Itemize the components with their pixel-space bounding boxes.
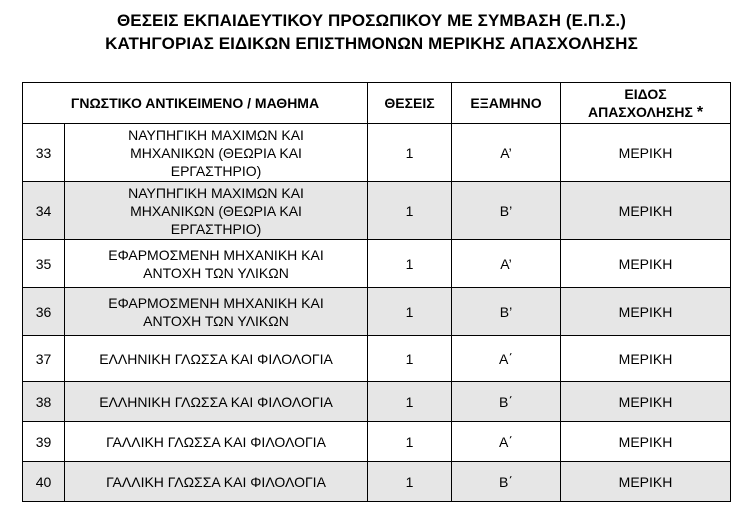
row-subject <box>65 336 368 382</box>
subject-line: ΜΗΧΑΝΙΚΩΝ (ΘΕΩΡΙΑ ΚΑΙ <box>130 144 302 161</box>
row-employment-type: ΜΕΡΙΚΗ <box>561 124 731 182</box>
table-row <box>23 124 731 182</box>
table-body <box>23 124 731 502</box>
row-number: 36 <box>23 288 65 336</box>
subject-line: ΝΑΥΠΗΓΙΚΗ ΜΑΧΙΜΩΝ ΚΑΙ <box>128 184 304 201</box>
row-positions: 1 <box>368 336 452 382</box>
header-subject: ΓΝΩΣΤΙΚΟ ΑΝΤΙΚΕΙΜΕΝΟ / ΜΑΘΗΜΑ <box>23 83 368 124</box>
table-row <box>23 182 731 240</box>
row-subject <box>65 124 368 182</box>
row-semester: Β’ <box>452 288 561 336</box>
table-row <box>23 240 731 288</box>
row-positions: 1 <box>368 124 452 182</box>
row-number: 33 <box>23 124 65 182</box>
header-positions: ΘΕΣΕΙΣ <box>368 83 452 124</box>
row-subject <box>65 240 368 288</box>
row-semester: Α’ <box>452 124 561 182</box>
subject-line: ΕΛΛΗΝΙΚΗ ΓΛΩΣΣΑ ΚΑΙ ΦΙΛΟΛΟΓΙΑ <box>99 350 333 367</box>
row-semester: Β’ <box>452 182 561 240</box>
header-semester: ΕΞΑΜΗΝΟ <box>452 83 561 124</box>
row-employment-type: ΜΕΡΙΚΗ <box>561 422 731 462</box>
positions-table <box>22 82 731 502</box>
row-positions: 1 <box>368 182 452 240</box>
subject-line: ΝΑΥΠΗΓΙΚΗ ΜΑΧΙΜΩΝ ΚΑΙ <box>128 126 304 143</box>
subject-line: ΓΑΛΛΙΚΗ ΓΛΩΣΣΑ ΚΑΙ ΦΙΛΟΛΟΓΙΑ <box>106 473 326 490</box>
row-employment-type: ΜΕΡΙΚΗ <box>561 288 731 336</box>
footnote-cutoff <box>22 501 730 506</box>
row-positions: 1 <box>368 288 452 336</box>
row-semester: Β΄ <box>452 382 561 422</box>
row-subject <box>65 382 368 422</box>
header-type-line1: ΕΙΔΟΣ <box>624 85 667 102</box>
row-semester: Α΄ <box>452 422 561 462</box>
row-semester: Β΄ <box>452 462 561 502</box>
subject-line: ΕΡΓΑΣΤΗΡΙΟ) <box>170 162 262 179</box>
row-subject <box>65 462 368 502</box>
row-semester: Α΄ <box>452 336 561 382</box>
subject-line: ΓΑΛΛΙΚΗ ΓΛΩΣΣΑ ΚΑΙ ΦΙΛΟΛΟΓΙΑ <box>106 433 326 450</box>
row-number: 35 <box>23 240 65 288</box>
row-positions: 1 <box>368 382 452 422</box>
header-type-line2: ΑΠΑΣΧΟΛΗΣΗΣ <box>587 103 693 120</box>
row-employment-type: ΜΕΡΙΚΗ <box>561 240 731 288</box>
row-number: 34 <box>23 182 65 240</box>
row-positions: 1 <box>368 240 452 288</box>
page-title-line2: ΚΑΤΗΓΟΡΙΑΣ ΕΙΔΙΚΩΝ ΕΠΙΣΤΗΜΟΝΩΝ ΜΕΡΙΚΗΣ ΑΠΑΣΧΟΛΗΣΗΣ <box>105 34 638 53</box>
subject-line: ΕΡΓΑΣΤΗΡΙΟ) <box>170 220 262 237</box>
row-subject <box>65 288 368 336</box>
subject-line: ΑΝΤΟΧΗ ΤΩΝ ΥΛΙΚΩΝ <box>143 264 289 281</box>
row-subject <box>65 422 368 462</box>
subject-line: ΕΦΑΡΜΟΣΜΕΝΗ ΜΗΧΑΝΙΚΗ ΚΑΙ <box>108 294 324 311</box>
row-employment-type: ΜΕΡΙΚΗ <box>561 462 731 502</box>
row-positions: 1 <box>368 422 452 462</box>
header-type-line2-wrap <box>561 103 730 122</box>
header-employment-type <box>561 83 731 124</box>
row-number: 37 <box>23 336 65 382</box>
row-employment-type: ΜΕΡΙΚΗ <box>561 182 731 240</box>
page-title-line1: ΘΕΣΕΙΣ ΕΚΠΑΙΔΕΥΤΙΚΟΥ ΠΡΟΣΩΠΙΚΟΥ ΜΕ ΣΥΜΒΑΣΗ (Ε.Π.Σ.) <box>116 11 627 30</box>
subject-line: ΕΦΑΡΜΟΣΜΕΝΗ ΜΗΧΑΝΙΚΗ ΚΑΙ <box>108 246 324 263</box>
table-row <box>23 462 731 502</box>
row-number: 40 <box>23 462 65 502</box>
header-type-asterisk: * <box>696 103 704 121</box>
subject-line: ΕΛΛΗΝΙΚΗ ΓΛΩΣΣΑ ΚΑΙ ΦΙΛΟΛΟΓΙΑ <box>99 393 333 410</box>
row-number: 38 <box>23 382 65 422</box>
row-positions: 1 <box>368 462 452 502</box>
subject-line: ΜΗΧΑΝΙΚΩΝ (ΘΕΩΡΙΑ ΚΑΙ <box>130 202 302 219</box>
subject-line: ΑΝΤΟΧΗ ΤΩΝ ΥΛΙΚΩΝ <box>143 312 289 329</box>
row-number: 39 <box>23 422 65 462</box>
row-employment-type: ΜΕΡΙΚΗ <box>561 382 731 422</box>
row-employment-type: ΜΕΡΙΚΗ <box>561 336 731 382</box>
row-semester: Α’ <box>452 240 561 288</box>
row-subject <box>65 182 368 240</box>
table-row <box>23 288 731 336</box>
table-row <box>23 336 731 382</box>
table-header-row <box>23 83 731 124</box>
table-row <box>23 382 731 422</box>
table-row <box>23 422 731 462</box>
